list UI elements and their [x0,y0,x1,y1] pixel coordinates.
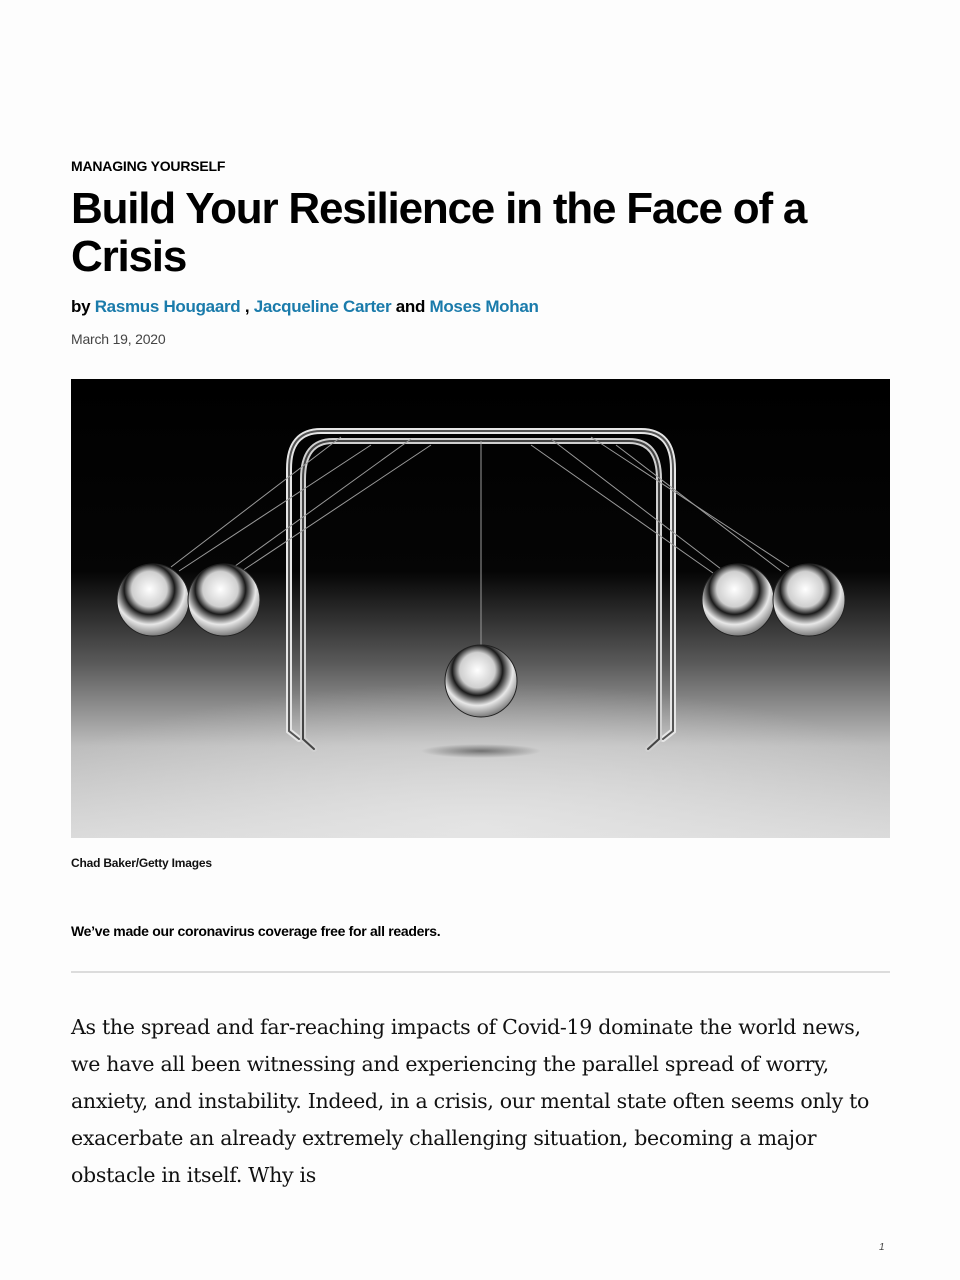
page-number: 1 [879,1242,885,1253]
author-separator: , [244,297,250,316]
newtons-cradle-illustration [71,379,890,838]
divider [71,971,890,973]
hero-image [71,379,890,838]
article-title: Build Your Resilience in the Face of a Crisis [71,184,807,281]
author-link-3[interactable]: Moses Mohan [429,297,539,316]
author-link-1[interactable]: Rasmus Hougaard [94,297,241,316]
author-link-2[interactable]: Jacqueline Carter [253,297,392,316]
publish-date: March 19, 2020 [71,331,166,347]
image-credit: Chad Baker/Getty Images [71,856,212,870]
section-label[interactable]: MANAGING YOURSELF [71,158,226,174]
byline-prefix: by [71,297,91,316]
article-paragraph: As the spread and far-reaching impacts of Covid-19 dominate the world news, we have all been witnessing and experiencing the parallel spread of worry, anxiety, and instability. Indeed, in a crisis, our mental state often seems only to exacerbate an already extremely challenging situation, becoming a major obstacle in itself. Why is [71,1015,870,1187]
author-conjunction: and [395,297,426,316]
byline [71,297,539,317]
free-coverage-notice: We’ve made our coronavirus coverage free for all readers. [71,923,441,939]
